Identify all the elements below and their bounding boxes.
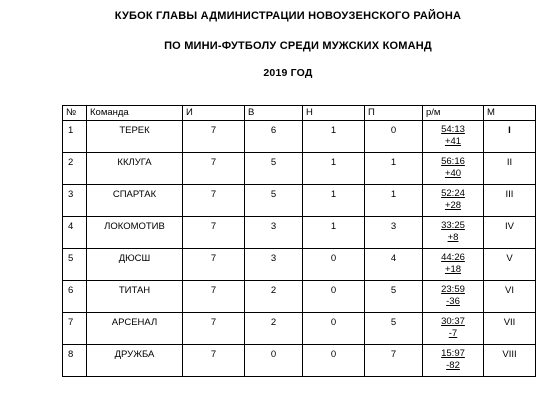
row-num: 3 <box>63 185 87 217</box>
losses: 3 <box>365 217 423 249</box>
draws: 0 <box>303 313 365 345</box>
table-row <box>63 185 536 217</box>
team-name: ККЛУГА <box>87 153 183 185</box>
goals-cell <box>423 345 484 377</box>
header-num: № <box>63 106 87 121</box>
games-played: 7 <box>183 249 245 281</box>
header-games: И <box>183 106 245 121</box>
team-name: ДРУЖБА <box>87 345 183 377</box>
place: I <box>484 121 536 153</box>
games-played: 7 <box>183 281 245 313</box>
wins: 2 <box>245 313 303 345</box>
table-row <box>63 281 536 313</box>
place: VIII <box>484 345 536 377</box>
goal-difference: +8 <box>447 232 459 243</box>
goals-ratio: 52:24 <box>441 188 465 199</box>
goals-cell <box>423 121 484 153</box>
team-name: ДЮСШ <box>87 249 183 281</box>
header-goals: р/м <box>423 106 484 121</box>
wins: 2 <box>245 281 303 313</box>
wins: 6 <box>245 121 303 153</box>
header-team: Команда <box>87 106 183 121</box>
standings-table <box>62 105 536 377</box>
games-played: 7 <box>183 185 245 217</box>
goal-difference: -7 <box>448 328 458 339</box>
team-name: ТИТАН <box>87 281 183 313</box>
title-line-2: ПО МИНИ-ФУТБОЛУ СРЕДИ МУЖСКИХ КОМАНД <box>164 40 432 52</box>
team-name: ТЕРЕК <box>87 121 183 153</box>
wins: 0 <box>245 345 303 377</box>
losses: 5 <box>365 281 423 313</box>
table-row <box>63 345 536 377</box>
wins: 3 <box>245 249 303 281</box>
row-num: 1 <box>63 121 87 153</box>
row-num: 8 <box>63 345 87 377</box>
header-place: М <box>484 106 536 121</box>
goals-ratio: 56:16 <box>441 156 465 167</box>
goals-cell <box>423 249 484 281</box>
wins: 5 <box>245 185 303 217</box>
goals-ratio: 30:37 <box>441 316 465 327</box>
goals-cell <box>423 185 484 217</box>
losses: 0 <box>365 121 423 153</box>
goal-difference: +18 <box>444 264 462 275</box>
table-header-row <box>63 106 536 121</box>
row-num: 4 <box>63 217 87 249</box>
place: V <box>484 249 536 281</box>
place: VI <box>484 281 536 313</box>
place: II <box>484 153 536 185</box>
goal-difference: -82 <box>446 360 460 371</box>
games-played: 7 <box>183 153 245 185</box>
draws: 1 <box>303 185 365 217</box>
year-label: 2019 ГОД <box>263 67 313 79</box>
place: III <box>484 185 536 217</box>
wins: 3 <box>245 217 303 249</box>
goals-cell <box>423 281 484 313</box>
row-num: 6 <box>63 281 87 313</box>
header-draws: Н <box>303 106 365 121</box>
place: VII <box>484 313 536 345</box>
draws: 1 <box>303 121 365 153</box>
place: IV <box>484 217 536 249</box>
games-played: 7 <box>183 345 245 377</box>
losses: 7 <box>365 345 423 377</box>
draws: 0 <box>303 345 365 377</box>
goals-ratio: 54:13 <box>441 124 465 135</box>
table-row <box>63 217 536 249</box>
row-num: 7 <box>63 313 87 345</box>
goals-cell <box>423 153 484 185</box>
table-row <box>63 153 536 185</box>
goal-difference: +41 <box>444 136 462 147</box>
team-name: ЛОКОМОТИВ <box>87 217 183 249</box>
draws: 1 <box>303 217 365 249</box>
header-losses: П <box>365 106 423 121</box>
losses: 5 <box>365 313 423 345</box>
team-name: СПАРТАК <box>87 185 183 217</box>
losses: 4 <box>365 249 423 281</box>
goal-difference: +28 <box>444 200 462 211</box>
games-played: 7 <box>183 121 245 153</box>
table-row <box>63 121 536 153</box>
goals-cell <box>423 217 484 249</box>
draws: 0 <box>303 249 365 281</box>
table-row <box>63 313 536 345</box>
games-played: 7 <box>183 217 245 249</box>
row-num: 5 <box>63 249 87 281</box>
header-wins: В <box>245 106 303 121</box>
losses: 1 <box>365 153 423 185</box>
games-played: 7 <box>183 313 245 345</box>
row-num: 2 <box>63 153 87 185</box>
goals-ratio: 44:26 <box>441 252 465 263</box>
losses: 1 <box>365 185 423 217</box>
goals-ratio: 33:25 <box>441 220 465 231</box>
goal-difference: -36 <box>446 296 460 307</box>
goals-ratio: 15:97 <box>441 348 465 359</box>
draws: 0 <box>303 281 365 313</box>
table-row <box>63 249 536 281</box>
goals-cell <box>423 313 484 345</box>
title-line-1: КУБОК ГЛАВЫ АДМИНИСТРАЦИИ НОВОУЗЕНСКОГО РАЙОНА <box>114 10 462 22</box>
draws: 1 <box>303 153 365 185</box>
goals-ratio: 23:59 <box>441 284 465 295</box>
wins: 5 <box>245 153 303 185</box>
goal-difference: +40 <box>444 168 462 179</box>
team-name: АРСЕНАЛ <box>87 313 183 345</box>
